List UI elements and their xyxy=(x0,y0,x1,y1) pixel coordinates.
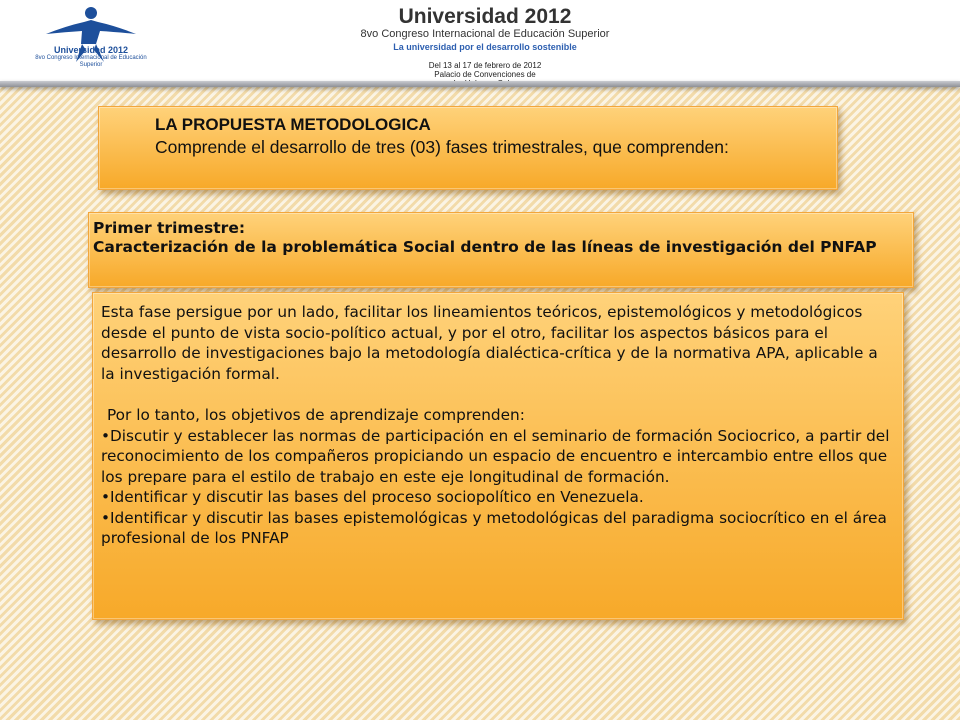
congress-venue: Palacio de Convenciones de xyxy=(434,69,536,79)
trimester-topic: Caracterización de la problemática Social dentro de las líneas de investigación del PNFAP xyxy=(93,238,877,256)
logo-caption-subtitle: 8vo Congreso Internacional de Educación Superior xyxy=(35,55,147,68)
objective-item: •Discutir y establecer las normas de participación en el seminario de formación Sociocrico, a partir del reconocimiento de los compañeros propiciando un espacio de encuentro e intercambio entre ellos que los prepare para el estilo de trabajo en este eje longitudinal de formación. xyxy=(101,426,890,486)
logo-caption xyxy=(26,46,156,68)
university-logo-icon xyxy=(36,4,146,80)
header-divider xyxy=(0,81,960,87)
objective-item: •Identificar y discutir las bases epistemológicas y metodológicas del paradigma sociocrítico en el área profesional de los PNFAP xyxy=(101,508,887,547)
congress-slogan: La universidad por el desarrollo sostenible xyxy=(393,42,577,53)
first-trimester-box xyxy=(88,212,914,288)
objective-item: •Identificar y discutir las bases del proceso sociopolítico en Venezuela. xyxy=(101,488,644,506)
congress-subtitle: 8vo Congreso Internacional de Educación Superior xyxy=(360,28,610,41)
phase-paragraph: Esta fase persigue por un lado, facilitar los lineamientos teóricos, epistemológicos y metodológicos desde el punto de vista socio-político actual, y por el otro, facilitar los aspectos básicos para el desarrollo de investigaciones bajo la metodología dialéctica-crítica y de la normativa APA, aplicable a la investigación formal. xyxy=(101,303,878,383)
congress-title: Universidad 2012 xyxy=(398,5,572,28)
congress-info xyxy=(330,5,640,88)
objectives-intro: Por lo tanto, los objetivos de aprendizaje comprenden: xyxy=(107,406,525,424)
paragraph-spacer xyxy=(101,384,895,405)
congress-dates: Del 13 al 17 de febrero de 2012 xyxy=(428,61,542,71)
logo-caption-title: Universidad 2012 xyxy=(53,45,129,55)
methodology-title: LA PROPUESTA METODOLOGICA xyxy=(155,115,431,134)
methodology-box xyxy=(98,106,838,190)
phase-description-box xyxy=(92,292,904,620)
trimester-heading: Primer trimestre: xyxy=(93,219,246,237)
header-banner xyxy=(0,0,960,86)
methodology-body: Comprende el desarrollo de tres (03) fases trimestrales, que comprenden: xyxy=(155,137,729,157)
